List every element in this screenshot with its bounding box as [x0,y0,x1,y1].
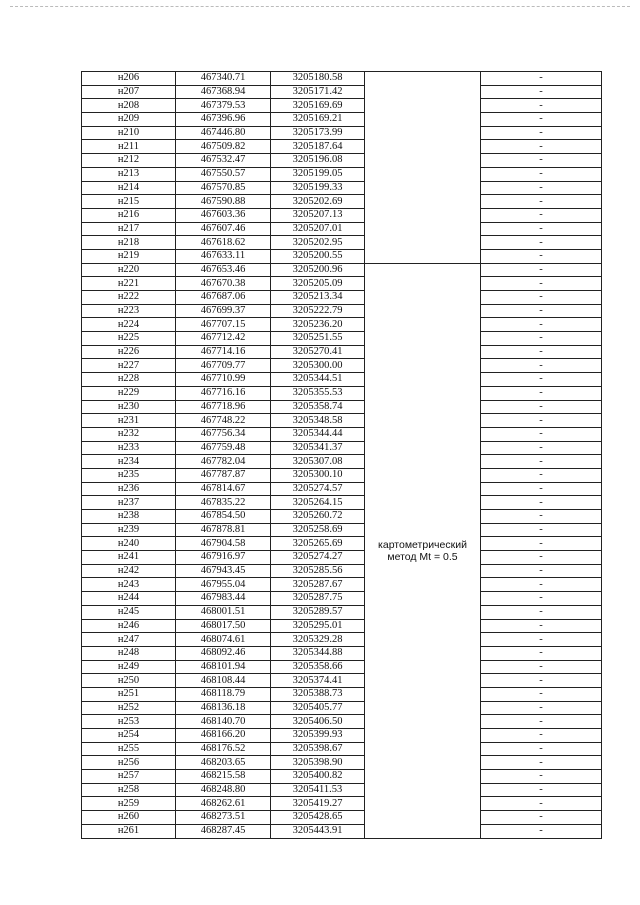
table-row [82,605,602,619]
table-row [82,427,602,441]
y-coordinate-cell: 3205348.58 [271,414,365,428]
y-coordinate-cell: 3205295.01 [271,619,365,633]
point-name-cell: н255 [82,742,176,756]
point-name-cell: н252 [82,701,176,715]
y-coordinate-cell: 3205264.15 [271,496,365,510]
point-name-cell: н251 [82,687,176,701]
point-name-cell: н230 [82,400,176,414]
y-coordinate-cell: 3205173.99 [271,126,365,140]
x-coordinate-cell: 467603.36 [176,208,271,222]
y-coordinate-cell: 3205400.82 [271,770,365,784]
table-row [82,715,602,729]
x-coordinate-cell: 467854.50 [176,510,271,524]
point-name-cell: н253 [82,715,176,729]
point-name-cell: н234 [82,455,176,469]
y-coordinate-cell: 3205180.58 [271,72,365,86]
x-coordinate-cell: 467687.06 [176,291,271,305]
error-cell: - [481,236,602,250]
x-coordinate-cell: 468074.61 [176,633,271,647]
y-coordinate-cell: 3205388.73 [271,687,365,701]
error-cell: - [481,510,602,524]
point-name-cell: н256 [82,756,176,770]
x-coordinate-cell: 467759.48 [176,441,271,455]
y-coordinate-cell: 3205300.10 [271,468,365,482]
y-coordinate-cell: 3205260.72 [271,510,365,524]
y-coordinate-cell: 3205169.69 [271,99,365,113]
point-name-cell: н229 [82,386,176,400]
y-coordinate-cell: 3205406.50 [271,715,365,729]
coordinates-table-body [82,72,602,839]
method-cell [365,263,481,838]
table-row [82,674,602,688]
x-coordinate-cell: 468248.80 [176,783,271,797]
error-cell: - [481,386,602,400]
x-coordinate-cell: 467718.96 [176,400,271,414]
table-row [82,277,602,291]
error-cell: - [481,797,602,811]
y-coordinate-cell: 3205358.74 [271,400,365,414]
error-cell: - [481,756,602,770]
point-name-cell: н208 [82,99,176,113]
error-cell: - [481,373,602,387]
x-coordinate-cell: 467670.38 [176,277,271,291]
y-coordinate-cell: 3205398.90 [271,756,365,770]
table-row [82,249,602,263]
table-row [82,195,602,209]
x-coordinate-cell: 468215.58 [176,770,271,784]
error-cell: - [481,126,602,140]
x-coordinate-cell: 467699.37 [176,304,271,318]
table-row [82,400,602,414]
table-row [82,496,602,510]
y-coordinate-cell: 3205274.57 [271,482,365,496]
table-row [82,291,602,305]
error-cell: - [481,208,602,222]
y-coordinate-cell: 3205187.64 [271,140,365,154]
y-coordinate-cell: 3205329.28 [271,633,365,647]
y-coordinate-cell: 3205285.56 [271,564,365,578]
table-row [82,113,602,127]
y-coordinate-cell: 3205169.21 [271,113,365,127]
error-cell: - [481,222,602,236]
point-name-cell: н260 [82,811,176,825]
y-coordinate-cell: 3205287.75 [271,592,365,606]
table-row [82,687,602,701]
x-coordinate-cell: 467709.77 [176,359,271,373]
y-coordinate-cell: 3205399.93 [271,729,365,743]
y-coordinate-cell: 3205205.09 [271,277,365,291]
x-coordinate-cell: 467550.57 [176,167,271,181]
error-cell: - [481,441,602,455]
y-coordinate-cell: 3205344.88 [271,646,365,660]
y-coordinate-cell: 3205344.44 [271,427,365,441]
point-name-cell: н244 [82,592,176,606]
point-name-cell: н215 [82,195,176,209]
table-row [82,797,602,811]
point-name-cell: н222 [82,291,176,305]
table-row [82,72,602,86]
table-row [82,592,602,606]
table-row [82,701,602,715]
error-cell: - [481,113,602,127]
x-coordinate-cell: 467368.94 [176,85,271,99]
point-name-cell: н206 [82,72,176,86]
error-cell: - [481,427,602,441]
table-row [82,222,602,236]
error-cell: - [481,345,602,359]
x-coordinate-cell: 468166.20 [176,729,271,743]
point-name-cell: н237 [82,496,176,510]
x-coordinate-cell: 467532.47 [176,154,271,168]
y-coordinate-cell: 3205289.57 [271,605,365,619]
x-coordinate-cell: 467707.15 [176,318,271,332]
table-row [82,126,602,140]
error-cell: - [481,468,602,482]
error-cell: - [481,578,602,592]
point-name-cell: н238 [82,510,176,524]
error-cell: - [481,455,602,469]
point-name-cell: н216 [82,208,176,222]
point-name-cell: н261 [82,824,176,838]
table-row [82,523,602,537]
table-row [82,304,602,318]
point-name-cell: н225 [82,332,176,346]
error-cell: - [481,154,602,168]
y-coordinate-cell: 3205222.79 [271,304,365,318]
table-row [82,263,602,277]
x-coordinate-cell: 468017.50 [176,619,271,633]
table-row [82,441,602,455]
error-cell: - [481,85,602,99]
point-name-cell: н233 [82,441,176,455]
point-name-cell: н219 [82,249,176,263]
point-name-cell: н213 [82,167,176,181]
error-cell: - [481,701,602,715]
table-row [82,646,602,660]
x-coordinate-cell: 467787.87 [176,468,271,482]
x-coordinate-cell: 467446.80 [176,126,271,140]
y-coordinate-cell: 3205213.34 [271,291,365,305]
y-coordinate-cell: 3205199.05 [271,167,365,181]
coordinates-table [81,71,602,839]
y-coordinate-cell: 3205199.33 [271,181,365,195]
table-row [82,564,602,578]
x-coordinate-cell: 467756.34 [176,427,271,441]
error-cell: - [481,660,602,674]
error-cell: - [481,359,602,373]
point-name-cell: н218 [82,236,176,250]
error-cell: - [481,674,602,688]
x-coordinate-cell: 468140.70 [176,715,271,729]
error-cell: - [481,646,602,660]
table-row [82,373,602,387]
point-name-cell: н236 [82,482,176,496]
x-coordinate-cell: 467835.22 [176,496,271,510]
table-row [82,85,602,99]
x-coordinate-cell: 467748.22 [176,414,271,428]
point-name-cell: н245 [82,605,176,619]
table-row [82,578,602,592]
point-name-cell: н220 [82,263,176,277]
point-name-cell: н212 [82,154,176,168]
table-row [82,770,602,784]
point-name-cell: н247 [82,633,176,647]
y-coordinate-cell: 3205202.69 [271,195,365,209]
error-cell: - [481,318,602,332]
scan-top-border [10,6,630,9]
error-cell: - [481,619,602,633]
x-coordinate-cell: 468001.51 [176,605,271,619]
x-coordinate-cell: 467814.67 [176,482,271,496]
error-cell: - [481,414,602,428]
y-coordinate-cell: 3205411.53 [271,783,365,797]
error-cell: - [481,687,602,701]
x-coordinate-cell: 468273.51 [176,811,271,825]
error-cell: - [481,729,602,743]
table-row [82,510,602,524]
y-coordinate-cell: 3205428.65 [271,811,365,825]
error-cell: - [481,263,602,277]
x-coordinate-cell: 468108.44 [176,674,271,688]
point-name-cell: н235 [82,468,176,482]
x-coordinate-cell: 467379.53 [176,99,271,113]
point-name-cell: н232 [82,427,176,441]
error-cell: - [481,304,602,318]
error-cell: - [481,496,602,510]
point-name-cell: н226 [82,345,176,359]
error-cell: - [481,605,602,619]
point-name-cell: н254 [82,729,176,743]
point-name-cell: н259 [82,797,176,811]
error-cell: - [481,482,602,496]
x-coordinate-cell: 467570.85 [176,181,271,195]
table-row [82,824,602,838]
point-name-cell: н223 [82,304,176,318]
x-coordinate-cell: 467653.46 [176,263,271,277]
point-name-cell: н243 [82,578,176,592]
point-name-cell: н246 [82,619,176,633]
y-coordinate-cell: 3205202.95 [271,236,365,250]
table-row [82,811,602,825]
x-coordinate-cell: 467955.04 [176,578,271,592]
y-coordinate-cell: 3205196.08 [271,154,365,168]
point-name-cell: н207 [82,85,176,99]
x-coordinate-cell: 467710.99 [176,373,271,387]
y-coordinate-cell: 3205171.42 [271,85,365,99]
y-coordinate-cell: 3205207.01 [271,222,365,236]
point-name-cell: н240 [82,537,176,551]
table-row [82,482,602,496]
method-cell-empty [365,72,481,264]
table-row [82,551,602,565]
y-coordinate-cell: 3205207.13 [271,208,365,222]
error-cell: - [481,195,602,209]
point-name-cell: н217 [82,222,176,236]
error-cell: - [481,72,602,86]
error-cell: - [481,537,602,551]
error-cell: - [481,140,602,154]
point-name-cell: н228 [82,373,176,387]
point-name-cell: н221 [82,277,176,291]
error-cell: - [481,824,602,838]
error-cell: - [481,277,602,291]
point-name-cell: н258 [82,783,176,797]
x-coordinate-cell: 468136.18 [176,701,271,715]
table-row [82,742,602,756]
error-cell: - [481,742,602,756]
y-coordinate-cell: 3205398.67 [271,742,365,756]
point-name-cell: н214 [82,181,176,195]
error-cell: - [481,633,602,647]
y-coordinate-cell: 3205287.67 [271,578,365,592]
x-coordinate-cell: 467618.62 [176,236,271,250]
x-coordinate-cell: 467607.46 [176,222,271,236]
x-coordinate-cell: 468092.46 [176,646,271,660]
error-cell: - [481,249,602,263]
table-row [82,236,602,250]
x-coordinate-cell: 467983.44 [176,592,271,606]
error-cell: - [481,291,602,305]
x-coordinate-cell: 467878.81 [176,523,271,537]
table-row [82,537,602,551]
error-cell: - [481,99,602,113]
table-row [82,318,602,332]
table-row [82,619,602,633]
x-coordinate-cell: 467509.82 [176,140,271,154]
y-coordinate-cell: 3205307.08 [271,455,365,469]
error-cell: - [481,564,602,578]
x-coordinate-cell: 467590.88 [176,195,271,209]
x-coordinate-cell: 467340.71 [176,72,271,86]
point-name-cell: н241 [82,551,176,565]
y-coordinate-cell: 3205419.27 [271,797,365,811]
table-row [82,140,602,154]
error-cell: - [481,400,602,414]
table-row [82,208,602,222]
x-coordinate-cell: 468262.61 [176,797,271,811]
x-coordinate-cell: 467716.16 [176,386,271,400]
table-row [82,345,602,359]
error-cell: - [481,770,602,784]
point-name-cell: н227 [82,359,176,373]
table-row [82,756,602,770]
x-coordinate-cell: 467712.42 [176,332,271,346]
error-cell: - [481,783,602,797]
point-name-cell: н224 [82,318,176,332]
table-row [82,414,602,428]
table-row [82,783,602,797]
x-coordinate-cell: 467633.11 [176,249,271,263]
point-name-cell: н250 [82,674,176,688]
point-name-cell: н249 [82,660,176,674]
point-name-cell: н257 [82,770,176,784]
y-coordinate-cell: 3205274.27 [271,551,365,565]
table-row [82,359,602,373]
table-row [82,455,602,469]
y-coordinate-cell: 3205300.00 [271,359,365,373]
table-row [82,154,602,168]
error-cell: - [481,332,602,346]
y-coordinate-cell: 3205270.41 [271,345,365,359]
y-coordinate-cell: 3205405.77 [271,701,365,715]
y-coordinate-cell: 3205358.66 [271,660,365,674]
table-row [82,660,602,674]
table-row [82,468,602,482]
x-coordinate-cell: 467714.16 [176,345,271,359]
error-cell: - [481,715,602,729]
y-coordinate-cell: 3205265.69 [271,537,365,551]
error-cell: - [481,181,602,195]
method-name: картометрический [378,538,467,551]
y-coordinate-cell: 3205251.55 [271,332,365,346]
table-row [82,167,602,181]
table-row [82,729,602,743]
table-row [82,332,602,346]
method-accuracy: метод Mt = 0.5 [387,550,458,563]
table-row [82,386,602,400]
x-coordinate-cell: 467943.45 [176,564,271,578]
table-row [82,99,602,113]
error-cell: - [481,167,602,181]
y-coordinate-cell: 3205443.91 [271,824,365,838]
point-name-cell: н209 [82,113,176,127]
table-row [82,633,602,647]
x-coordinate-cell: 468118.79 [176,687,271,701]
point-name-cell: н231 [82,414,176,428]
point-name-cell: н242 [82,564,176,578]
y-coordinate-cell: 3205374.41 [271,674,365,688]
x-coordinate-cell: 468203.65 [176,756,271,770]
y-coordinate-cell: 3205344.51 [271,373,365,387]
error-cell: - [481,551,602,565]
error-cell: - [481,811,602,825]
error-cell: - [481,592,602,606]
y-coordinate-cell: 3205200.55 [271,249,365,263]
y-coordinate-cell: 3205341.37 [271,441,365,455]
y-coordinate-cell: 3205200.96 [271,263,365,277]
y-coordinate-cell: 3205355.53 [271,386,365,400]
error-cell: - [481,523,602,537]
x-coordinate-cell: 468101.94 [176,660,271,674]
point-name-cell: н211 [82,140,176,154]
point-name-cell: н210 [82,126,176,140]
table-row [82,181,602,195]
x-coordinate-cell: 467916.97 [176,551,271,565]
x-coordinate-cell: 468287.45 [176,824,271,838]
x-coordinate-cell: 467396.96 [176,113,271,127]
y-coordinate-cell: 3205258.69 [271,523,365,537]
x-coordinate-cell: 468176.52 [176,742,271,756]
point-name-cell: н239 [82,523,176,537]
x-coordinate-cell: 467904.58 [176,537,271,551]
y-coordinate-cell: 3205236.20 [271,318,365,332]
point-name-cell: н248 [82,646,176,660]
x-coordinate-cell: 467782.04 [176,455,271,469]
